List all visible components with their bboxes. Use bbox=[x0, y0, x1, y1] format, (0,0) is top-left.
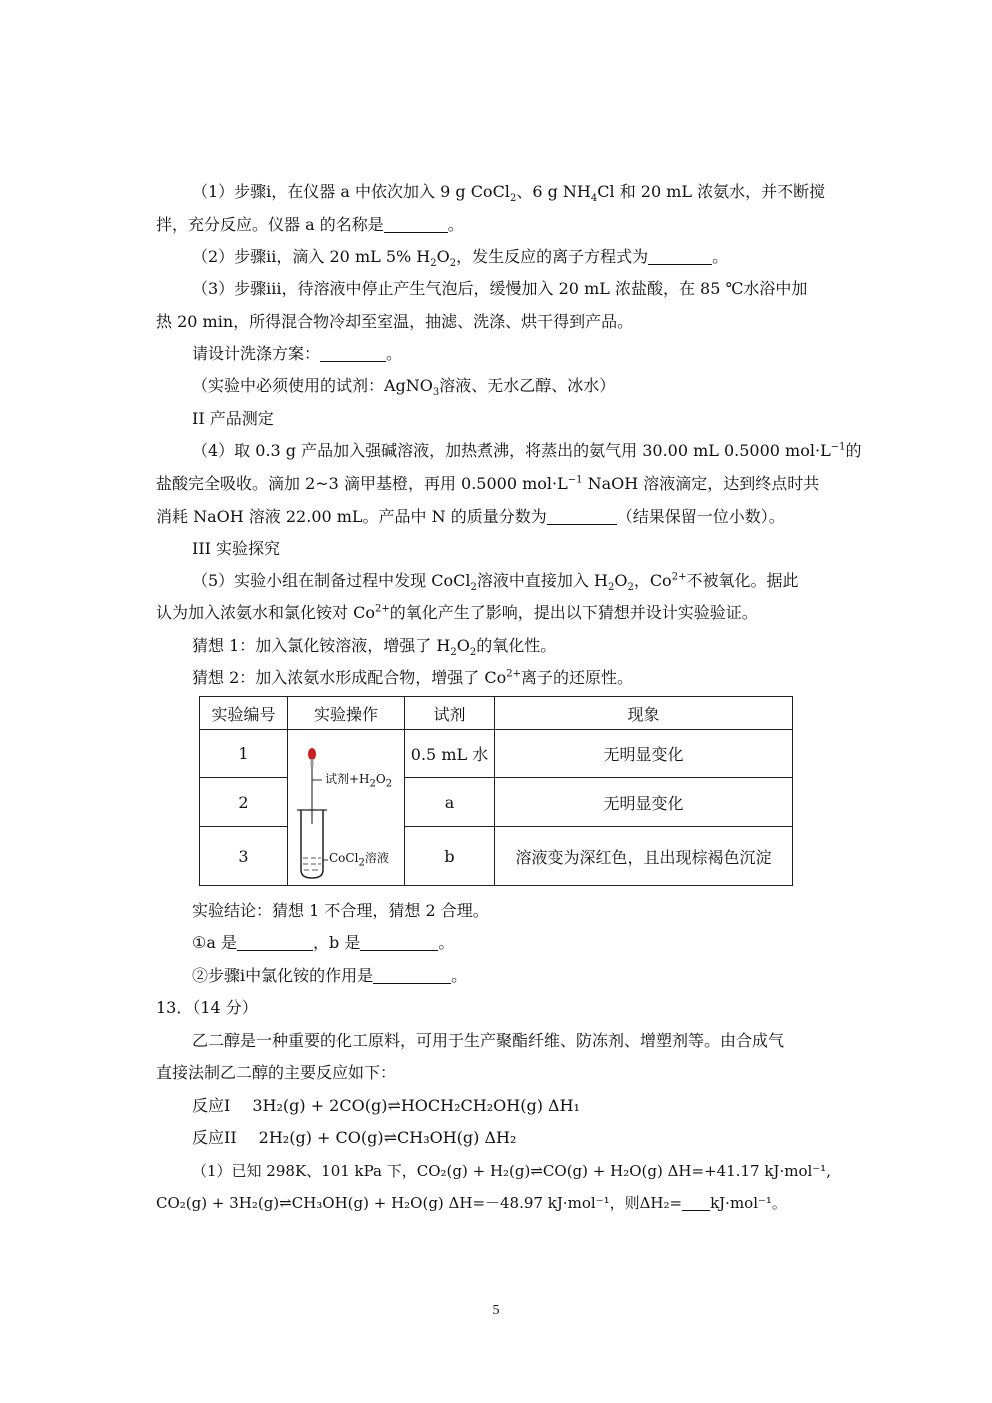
answer-blank[interactable] bbox=[547, 508, 617, 525]
sub: 2 bbox=[509, 193, 517, 205]
q13-intro-line1: 乙二醇是一种重要的化工原料，可用于生产聚酯纤维、防冻剂、增塑剂等。由合成气 bbox=[192, 1031, 785, 1050]
q3-text: 溶液、无水乙醇、冰水） bbox=[439, 376, 616, 395]
q4-text: （结果保留一位小数）。 bbox=[616, 507, 785, 526]
sub: 2 bbox=[450, 647, 457, 659]
table-cell: 无明显变化 bbox=[495, 730, 793, 778]
q1-text-d: 拌，充分反应。仪器 a 的名称是 bbox=[156, 215, 384, 234]
q13-text: kJ·mol⁻¹。 bbox=[710, 1194, 787, 1212]
figure-label-text: CoCl bbox=[329, 851, 359, 865]
table-cell: 无明显变化 bbox=[495, 778, 793, 827]
q5-text: 的氧化产生了影响，提出以下猜想并设计实验验证。 bbox=[389, 603, 758, 622]
figure-label-text: 试剂+H bbox=[325, 772, 370, 786]
q3-text: 。 bbox=[386, 344, 403, 363]
table-cell: 溶液变为深红色，且出现棕褐色沉淀 bbox=[495, 827, 793, 886]
q2-text-b: O bbox=[436, 247, 450, 266]
table-cell: 1 bbox=[200, 730, 288, 778]
hypothesis-1 bbox=[192, 636, 557, 659]
q5-text: 猜想 1：加入氯化铵溶液，增强了 H bbox=[192, 636, 451, 655]
conclusion-line: 实验结论：猜想 1 不合理，猜想 2 合理。 bbox=[192, 901, 489, 920]
q4-text: （4）取 0.3 g 产品加入强碱溶液，加热煮沸，将蒸出的氨气用 30.00 mL 0.5000 mol·L bbox=[192, 441, 831, 460]
sub: 2 bbox=[470, 582, 477, 594]
q1-text-e: 。 bbox=[447, 215, 464, 234]
reaction-1 bbox=[192, 1096, 580, 1116]
conclusion-text: ，b 是 bbox=[312, 933, 361, 952]
conclusion-text: 。 bbox=[438, 933, 455, 952]
table-header: 实验编号 bbox=[200, 697, 288, 730]
q1-line2 bbox=[156, 215, 464, 235]
q3-line2: 热 20 min，所得混合物冷却至室温，抽滤、洗涤、烘干得到产品。 bbox=[156, 312, 634, 331]
section-heading-2: II 产品测定 bbox=[192, 409, 274, 428]
table-header: 现象 bbox=[495, 697, 793, 730]
sup: −1 bbox=[567, 474, 583, 486]
q13-sub1-line1: （1）已知 298K、101 kPa 下，CO₂(g) + H₂(g)⇌CO(g) + H₂O(g) ΔH=+41.17 kJ·mol⁻¹, bbox=[192, 1162, 831, 1180]
q1-text-a: （1）步骤i，在仪器 a 中依次加入 9 g CoCl bbox=[192, 182, 510, 201]
reaction-label: 反应II bbox=[192, 1128, 237, 1147]
sub: 2 bbox=[627, 582, 634, 594]
q1-text-c: Cl 和 20 mL 浓氨水，并不断搅 bbox=[597, 182, 826, 201]
reaction-equation: 2H₂(g) + CO(g)⇌CH₃OH(g) ΔH₂ bbox=[258, 1128, 517, 1147]
sub: 2 bbox=[607, 582, 615, 594]
q1-line1 bbox=[192, 182, 826, 205]
q5-text: 猜想 2：加入浓氨水形成配合物，增强了 Co bbox=[192, 668, 507, 687]
q5-text: ，Co bbox=[633, 571, 672, 590]
sub: 2 bbox=[385, 778, 393, 790]
q3-line1: （3）步骤iii，待溶液中停止产生气泡后，缓慢加入 20 mL 浓盐酸，在 85 ℃水浴中加 bbox=[192, 279, 808, 298]
q5-line2 bbox=[156, 603, 758, 623]
table-cell: 2 bbox=[200, 778, 288, 827]
q13-text: CO₂(g) + 3H₂(g)⇌CH₃OH(g) + H₂O(g) ΔH=－48.97 kJ·mol⁻¹，则ΔH₂= bbox=[156, 1194, 683, 1212]
sub: 2 bbox=[358, 857, 365, 869]
table-cell: b bbox=[405, 827, 495, 886]
page-number: 5 bbox=[492, 1303, 500, 1318]
q13-intro-line2: 直接法制乙二醇的主要反应如下： bbox=[156, 1063, 397, 1082]
q5-text: 认为加入浓氨水和氯化铵对 Co bbox=[156, 603, 375, 622]
sup: 2+ bbox=[374, 603, 390, 615]
answer-blank[interactable] bbox=[320, 345, 386, 362]
q4-text: 的 bbox=[845, 441, 862, 460]
conclusion-text: ①a 是 bbox=[192, 933, 237, 952]
sub: 2 bbox=[369, 778, 376, 790]
q3-line3 bbox=[192, 344, 402, 364]
q4-text: 消耗 NaOH 溶液 22.00 mL。产品中 N 的质量分数为 bbox=[156, 507, 547, 526]
q1-text-b: 、6 g NH bbox=[516, 182, 591, 201]
experiment-table bbox=[199, 696, 793, 886]
conclusion-ab bbox=[192, 933, 454, 953]
conclusion-text: 。 bbox=[451, 966, 468, 985]
conclusion-text: ②步骤i中氯化铵的作用是 bbox=[192, 966, 374, 985]
table-cell: 0.5 mL 水 bbox=[405, 730, 495, 778]
answer-blank[interactable] bbox=[384, 216, 448, 233]
q5-line1 bbox=[192, 571, 799, 594]
figure-label-reagent bbox=[325, 772, 393, 790]
q2-text-d: 。 bbox=[712, 247, 729, 266]
q5-text: O bbox=[614, 571, 628, 590]
answer-blank[interactable] bbox=[648, 248, 712, 265]
answer-blank-a[interactable] bbox=[237, 934, 313, 951]
section-heading-3: III 实验探究 bbox=[192, 539, 281, 558]
sub: 2 bbox=[449, 258, 457, 270]
q5-text: 的氧化性。 bbox=[476, 636, 557, 655]
table-header: 实验操作 bbox=[288, 697, 405, 730]
q5-text: （5）实验小组在制备过程中发现 CoCl bbox=[192, 571, 471, 590]
answer-blank-b[interactable] bbox=[360, 934, 438, 951]
q5-text: O bbox=[456, 636, 470, 655]
reaction-equation: 3H₂(g) + 2CO(g)⇌HOCH₂CH₂OH(g) ΔH₁ bbox=[252, 1096, 580, 1115]
figure-label-text: 溶液 bbox=[364, 851, 389, 865]
reaction-label: 反应I bbox=[192, 1096, 231, 1115]
conclusion-role bbox=[192, 966, 467, 986]
hypothesis-2 bbox=[192, 668, 633, 688]
q4-line1 bbox=[192, 441, 861, 461]
figure-label-text: O bbox=[375, 772, 386, 786]
q4-line3 bbox=[156, 507, 785, 527]
question-13-heading: 13．（14 分） bbox=[156, 998, 258, 1017]
q2-text-a: （2）步骤ii，滴入 20 mL 5% H bbox=[192, 247, 431, 266]
q3-text: （实验中必须使用的试剂：AgNO bbox=[192, 376, 433, 395]
sub: 2 bbox=[430, 258, 437, 270]
q2-text-c: ，发生反应的离子方程式为 bbox=[456, 247, 649, 266]
sub: 3 bbox=[432, 387, 440, 399]
q4-text: 盐酸完全吸收。滴加 2~3 滴甲基橙，再用 0.5000 mol·L bbox=[156, 474, 568, 493]
q5-text: 不被氧化。据此 bbox=[686, 571, 799, 590]
table-row bbox=[200, 730, 793, 778]
sup: 2+ bbox=[506, 668, 521, 680]
q2-line bbox=[192, 247, 729, 270]
q3-text: 请设计洗涤方案： bbox=[192, 344, 321, 363]
table-header: 试剂 bbox=[405, 697, 495, 730]
table-cell: 3 bbox=[200, 827, 288, 886]
q13-sub1-line2 bbox=[156, 1193, 787, 1213]
answer-blank[interactable] bbox=[373, 967, 451, 984]
q5-text: 离子的还原性。 bbox=[520, 668, 633, 687]
table-cell: a bbox=[405, 778, 495, 827]
table-header-row bbox=[200, 697, 793, 730]
q4-text: NaOH 溶液滴定，达到终点时共 bbox=[582, 474, 820, 493]
sup: −1 bbox=[830, 441, 846, 453]
sub: 4 bbox=[590, 193, 598, 205]
reaction-2 bbox=[192, 1128, 516, 1148]
q3-line4 bbox=[192, 376, 616, 399]
figure-label-cocl2 bbox=[329, 851, 389, 869]
q5-text: 溶液中直接加入 H bbox=[476, 571, 608, 590]
sup: 2+ bbox=[671, 571, 687, 583]
answer-blank[interactable] bbox=[682, 1194, 710, 1211]
experiment-figure-cell bbox=[288, 730, 405, 886]
sub: 2 bbox=[469, 647, 477, 659]
q4-line2 bbox=[156, 474, 819, 494]
